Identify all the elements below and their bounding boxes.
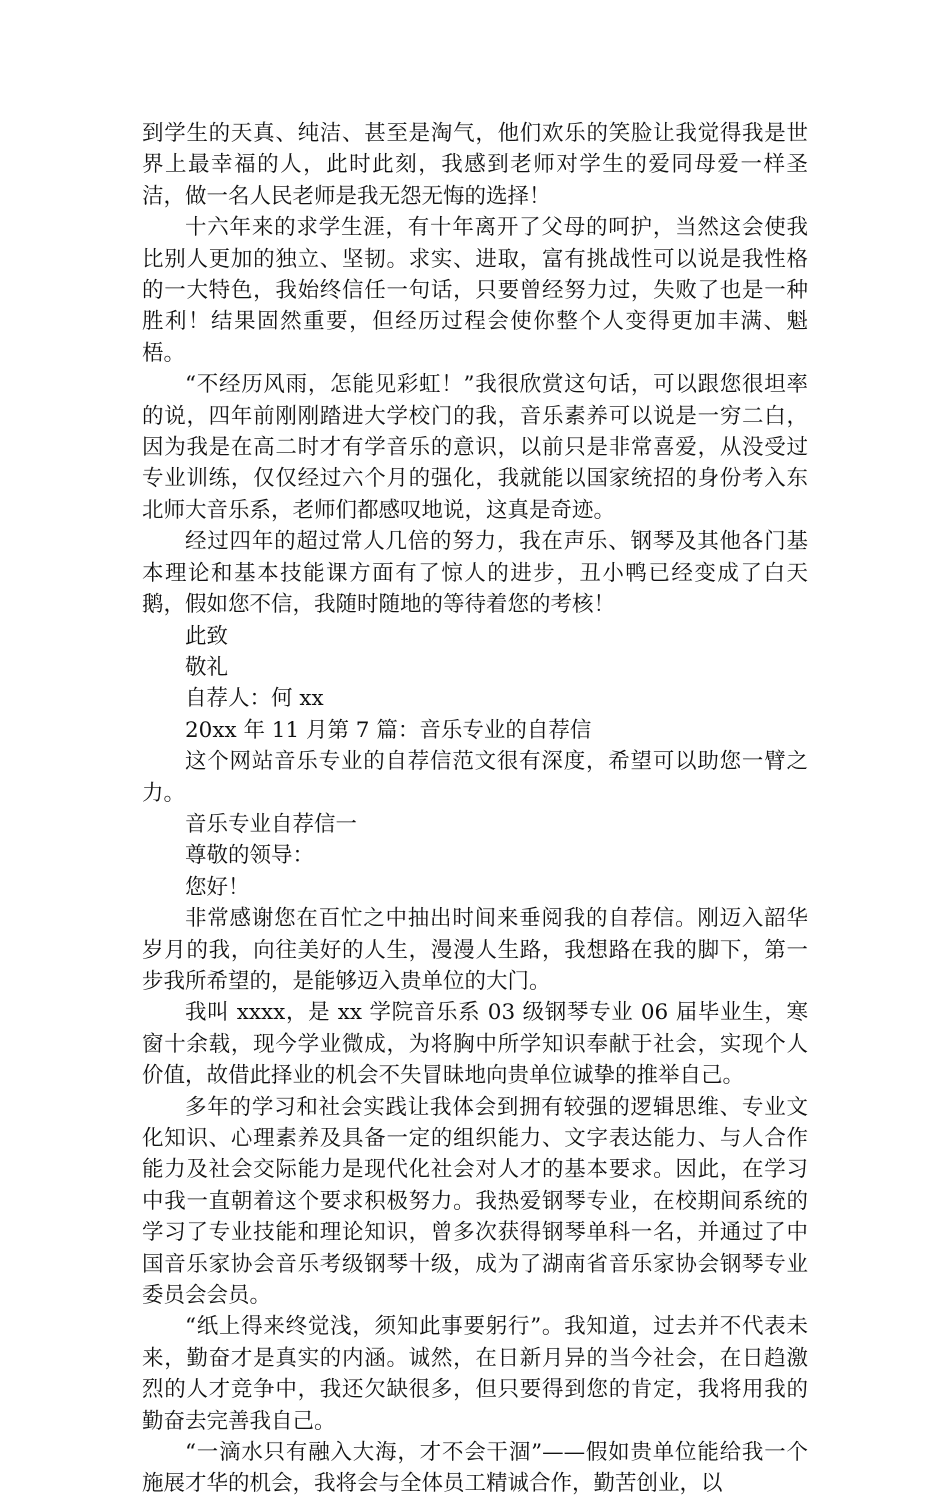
paragraph-4: 经过四年的超过常人几倍的努力，我在声乐、钢琴及其他各门基本理论和基本技能课方面有了惊人的进步，丑小鸭已经变成了白天鹅，假如您不信，我随时随地的等待着您的考核！ [142, 529, 808, 618]
paragraph-6: 我叫 xxxx，是 xx 学院音乐系 03 级钢琴专业 06 届毕业生，寒窗十余载，现今学业微成，为将胸中所学知识奉献于社会，实现个人价值，故借此择业的机会不失冒昧地向贵单位诚挚的推举自己。 [142, 1000, 808, 1089]
signature-line: 自荐人：何 xx [185, 686, 324, 712]
paragraph-5: 非常感谢您在百忙之中抽出时间来垂阅我的自荐信。刚迈入韶华岁月的我，向往美好的人生，漫漫人生路，我想路在我的脚下，第一步我所希望的，是能够迈入贵单位的大门。 [142, 906, 808, 994]
closing-regards: 敬礼 [185, 654, 229, 680]
paragraph-1: 到学生的天真、纯洁、甚至是淘气，他们欢乐的笑脸让我觉得我是世界上最幸福的人，此时此刻，我感到老师对学生的爱同母爱一样圣洁，做一名人民老师是我无怨无悔的选择！ [142, 121, 808, 209]
closing-salutation: 此致 [185, 623, 229, 649]
paragraph-9: “一滴水只有融入大海，才不会干涸”——假如贵单位能给我一个施展才华的机会，我将会与全体员工精诚合作，勤苦创业，以 [142, 1440, 808, 1497]
paragraph-8: “纸上得来终觉浅，须知此事要躬行”。我知道，过去并不代表未来，勤奋才是真实的内涵。诚然，在日新月异的当今社会，在日趋激烈的人才竞争中，我还欠缺很多，但只要得到您的肯定，我将用我的勤奋去完善我自己。 [142, 1314, 808, 1434]
greeting-hello: 您好！ [185, 874, 250, 900]
paragraph-3: “不经历风雨，怎能见彩虹！”我很欣赏这句话，可以跟您很坦率的说，四年前刚刚踏进大学校门的我，音乐素养可以说是一穷二白，因为我是在高二时才有学音乐的意识，以前只是非常喜爱，从没受过专业训练，仅仅经过六个月的强化，我就能以国家统招的身份考入东北师大音乐系，老师们都感叹地说，这真是奇迹。 [142, 372, 808, 523]
paragraph-intro: 这个网站音乐专业的自荐信范文很有深度，希望可以助您一臂之力。 [142, 749, 808, 806]
letter-heading: 音乐专业自荐信一 [185, 811, 358, 837]
paragraph-7: 多年的学习和社会实践让我体会到拥有较强的逻辑思维、专业文化知识、心理素养及具备一定的组织能力、文字表达能力、与人合作能力及社会交际能力是现代化社会对人才的基本要求。因此，在学习中我一直朝着这个要求积极努力。我热爱钢琴专业，在校期间系统的学习了专业技能和理论知识，曾多次获得钢琴单科一名，并通过了中国音乐家协会音乐考级钢琴十级，成为了湖南省音乐家协会钢琴专业委员会会员。 [142, 1094, 808, 1309]
letter-body [142, 118, 808, 1500]
greeting-recipient: 尊敬的领导： [185, 843, 315, 869]
date-and-section-title: 20xx 年 11 月第 7 篇：音乐专业的自荐信 [185, 717, 592, 743]
paragraph-2: 十六年来的求学生涯，有十年离开了父母的呵护，当然这会使我比别人更加的独立、坚韧。求实、进取，富有挑战性可以说是我性格的一大特色，我始终信任一句话，只要曾经努力过，失败了也是一种胜利！结果固然重要，但经历过程会使你整个人变得更加丰满、魁梧。 [142, 215, 808, 366]
